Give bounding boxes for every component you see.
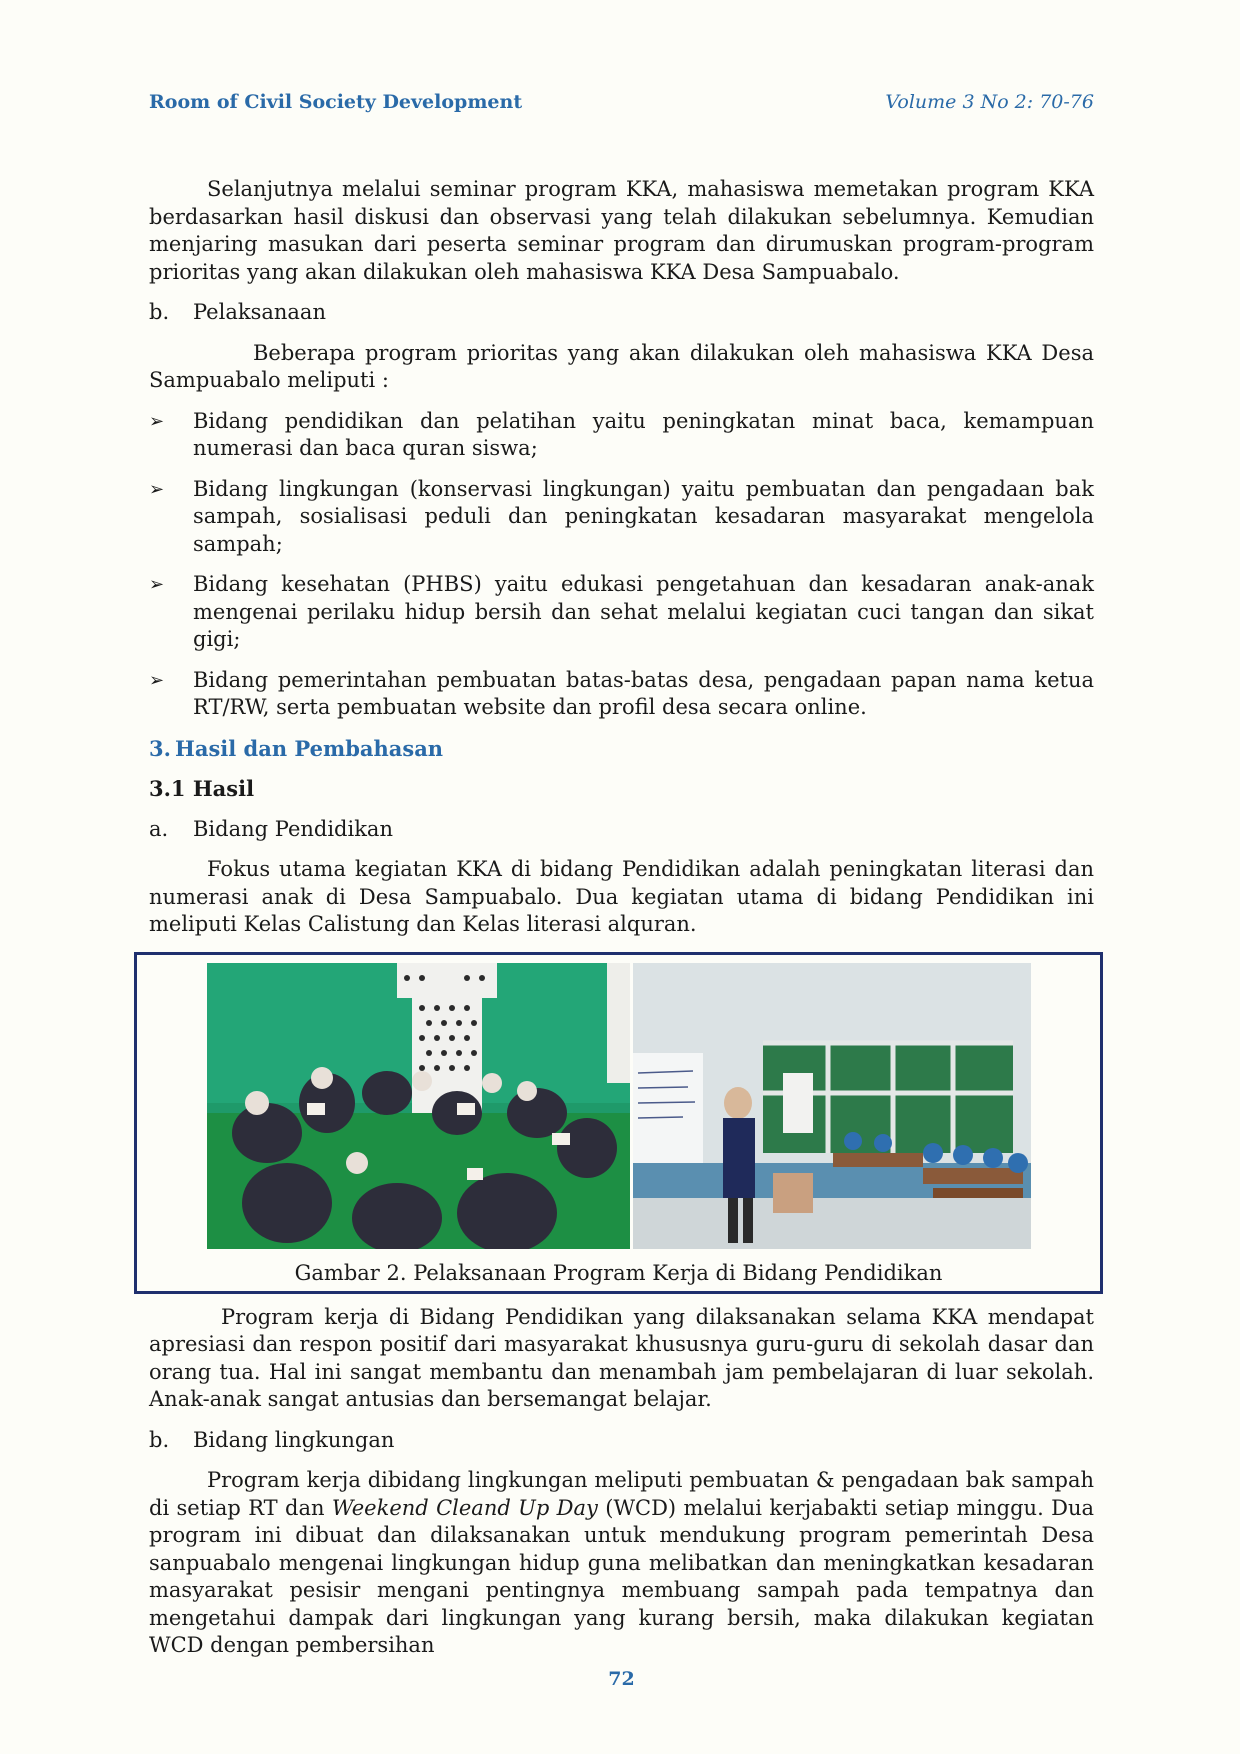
- subsection-heading: 3.1 Hasil: [149, 776, 255, 801]
- page-number: 72: [608, 1668, 635, 1690]
- section-number: 3.: [149, 735, 171, 761]
- arrow-bullet-icon: ➢: [149, 478, 165, 500]
- arrow-bullet-icon: ➢: [149, 574, 165, 595]
- list-item: ➢ Bidang pendidikan dan pelatihan yaitu peningkatan minat baca, kemampuan numerasi dan baca quran siswa;: [149, 408, 1094, 463]
- list-item: ➢ Bidang pemerintahan pembuatan batas-batas desa, pengadaan papan nama ketua RT/RW, serta pembuatan website dan profil desa secara online.: [149, 667, 1094, 722]
- figure-photos: [137, 963, 1100, 1249]
- section-title: Hasil dan Pembahasan: [175, 735, 444, 761]
- priority-list: [149, 408, 1094, 722]
- subheading-text: Pelaksanaan: [193, 300, 326, 324]
- paragraph-priorities: Beberapa program prioritas yang akan dilakukan oleh mahasiswa KKA Desa Sampuabalo meliputi :: [149, 340, 1094, 392]
- list-item: ➢ Bidang kesehatan (PHBS) yaitu edukasi pengetahuan dan kesadaran anak-anak mengenai perilaku hidup bersih dan sehat melalui kegiatan cuci tangan dan sikat gigi;: [149, 571, 1094, 654]
- subheading-text: Bidang Pendidikan: [193, 816, 393, 841]
- arrow-bullet-icon: ➢: [149, 410, 165, 432]
- subheading-label: b.: [149, 1427, 170, 1452]
- figure-2: [134, 952, 1103, 1294]
- figure-caption: Gambar 2. Pelaksanaan Program Kerja di Bidang Pendidikan: [294, 1260, 943, 1285]
- subheading-pendidikan: [149, 816, 1094, 844]
- paragraph-education-results: Program kerja di Bidang Pendidikan yang dilaksanakan selama KKA mendapat apresiasi dan respon positif dari masyarakat khususnya guru-guru di sekolah dasar dan orang tua. Hal ini sangat membantu dan menambah jam pembelajaran di luar sekolah. Anak-anak sangat antusias dan bersemangat belajar.: [149, 1304, 1094, 1411]
- paragraph-seminar: Selanjutnya melalui seminar program KKA, mahasiswa memetakan program KKA berdasarkan hasil diskusi dan observasi yang telah dilakukan sebelumnya. Kemudian menjaring masukan dari peserta seminar program dan dirumuskan program-program prioritas yang akan dilakukan oleh mahasiswa KKA Desa Sampuabalo.: [149, 177, 1094, 284]
- subheading-label: b.: [149, 300, 170, 324]
- article-body: [149, 176, 1094, 1660]
- photo-calistung-class: [633, 963, 1031, 1249]
- subheading-lingkungan: [149, 1427, 1094, 1455]
- section-heading: [149, 735, 1094, 763]
- journal-title: Room of Civil Society Development: [149, 91, 523, 113]
- paragraph-environment: Program kerja dibidang lingkungan meliputi pembuatan & pengadaan bak sampah di setiap RT dan Weekend Cleand Up Day (WCD) melalui kerjabakti setiap minggu. Dua program ini dibuat dan dilaksanakan untuk mendukung program pemerintah Desa sanpuabalo mengenai lingkungan hidup guna melibatkan dan meningkatkan kesadaran masyarakat pesisir mengani pentingnya membuang sampah pada tempatnya dan mengetahui dampak dari lingkungan yang kurang bersih, maka dilakukan kegiatan WCD dengan pembersihan: [149, 1468, 1094, 1657]
- running-header: [149, 91, 1094, 113]
- subheading-text: Bidang lingkungan: [193, 1427, 395, 1452]
- paragraph-education-focus: Fokus utama kegiatan KKA di bidang Pendidikan adalah peningkatan literasi dan numerasi anak di Desa Sampuabalo. Dua kegiatan utama di bidang Pendidikan ini meliputi Kelas Calistung dan Kelas literasi alquran.: [149, 857, 1094, 936]
- list-item: ➢ Bidang lingkungan (konservasi lingkungan) yaitu pembuatan dan pengadaan bak sampah, sosialisasi peduli dan peningkatan kesadaran masyarakat mengelola sampah;: [149, 476, 1094, 559]
- volume-info: Volume 3 No 2: 70-76: [885, 91, 1094, 113]
- wcd-term: Weekend Cleand Up Day: [331, 1495, 598, 1520]
- subheading-label: a.: [149, 816, 169, 841]
- arrow-bullet-icon: ➢: [149, 669, 165, 691]
- photo-quran-class: [207, 963, 630, 1249]
- subheading-pelaksanaan: [149, 299, 1094, 327]
